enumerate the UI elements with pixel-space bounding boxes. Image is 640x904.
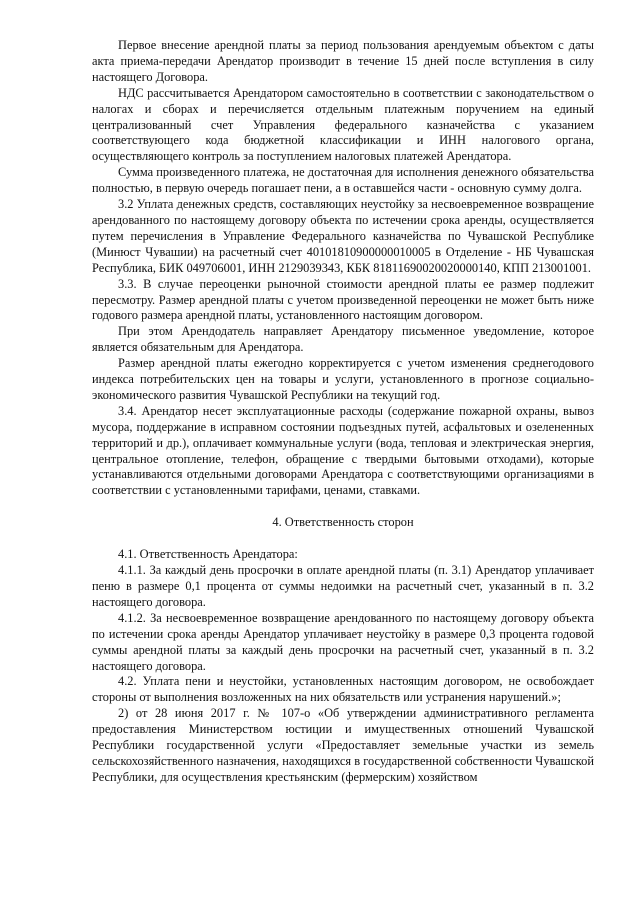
paragraph-4-1: 4.1. Ответственность Арендатора: — [118, 547, 298, 562]
section-heading: 4. Ответственность сторон — [272, 515, 414, 530]
paragraph-3-3: 3.3. В случае переоценки рыночной стоимости арендной платы ее размер подлежит пересмотру. Размер арендной платы с учетом произведенной переоценки не может быть ниже годового размера арендной платы, установленного настоящим договором. — [92, 276, 594, 323]
paragraph-notice: При этом Арендодатель направляет Арендатору письменное уведомление, которое является обязательным для Арендатора. — [92, 324, 594, 355]
spacer — [92, 531, 594, 547]
paragraph-4-1-1: 4.1.1. За каждый день просрочки в оплате арендной платы (п. 3.1) Арендатор уплачивает пеню в размере 0,1 процента от суммы недоимки на расчетный счет, указанный в п. 3.2 настоящего договора. — [92, 563, 594, 609]
paragraph-3-2: 3.2 Уплата денежных средств, составляющих неустойку за несвоевременное возвращение арендованного по настоящему договору объекта по истечении срока аренды, осуществляется путем перечисления в Управление Федерального казначейства по Чувашской Республике (Минюст Чувашии) на расчетный счет 40101810900000010005 в Отделение - НБ Чувашская Республика, БИК 049706001, ИНН 2129039343, КБК 81811690020020000140, КПП 213001001. — [92, 197, 594, 275]
paragraph-payment-sum: Сумма произведенного платежа, не достаточная для исполнения денежного обязательства полностью, в первую очередь погашает пени, а в оставшейся части - основную сумму долга. — [92, 165, 594, 196]
paragraph-vat: НДС рассчитывается Арендатором самостоятельно в соответствии с законодательством о налогах и сборах и перечисляется отдельным платежным поручением на единый централизованный счет Управления федерального казначейства с указанием соответствующего кода бюджетной классификации и ИНН налогового органа, осуществляющего контроль за поступлением налоговых платежей Арендатора. — [92, 85, 594, 164]
spacer — [92, 499, 594, 515]
paragraph-first-payment: Первое внесение арендной платы за период пользования арендуемым объектом с даты акта приема-передачи Арендатор производит в течение 15 дней после вступления в силу настоящего Договора. — [92, 38, 594, 84]
paragraph-4-1-2: 4.1.2. За несвоевременное возвращение арендованного по настоящему договору объекта по истечении срока аренды Арендатор уплачивает неустойку в размере 0,3 процента годовой суммы арендной платы за каждый день просрочки на расчетный счет, указанный в п. 3.2 настоящего договора. — [92, 610, 594, 673]
paragraph-4-2: 4.2. Уплата пени и неустойки, установленных настоящим договором, не освобождает стороны от выполнения возложенных на них обязательств или устранения нарушений.»; — [92, 674, 594, 705]
paragraph-index: Размер арендной платы ежегодно корректируется с учетом изменения среднегодового индекса потребительских цен на товары и услуги, установленного в прогнозе социально-экономического развития Чувашской Республики на текущий год. — [92, 356, 594, 402]
paragraph-3-4: 3.4. Арендатор несет эксплуатационные расходы (содержание пожарной охраны, вывоз мусора, поддержание в исправном состоянии подъездных путей, асфальтовых и озелененных территорий и др.), оплачивает коммунальные услуги (вода, тепловая и электрическая энергия, центральное отопление, телефон, обращение с твердыми бытовыми отходами), которые устанавливаются отдельными договорами Арендатора с соответствующими организациями в соответствии с установленными тарифами, ценами, ставками. — [92, 403, 594, 498]
paragraph-item-2: 2) от 28 июня 2017 г. № 107-о «Об утверждении административного регламента предоставления Министерством юстиции и имущественных отношений Чувашской Республики государственной услуги «Предоставляет земельные участки из земель сельскохозяйственного назначения, находящихся в государственной собственности Чувашской Республики, для осуществления крестьянским (фермерским) хозяйством — [92, 706, 594, 784]
